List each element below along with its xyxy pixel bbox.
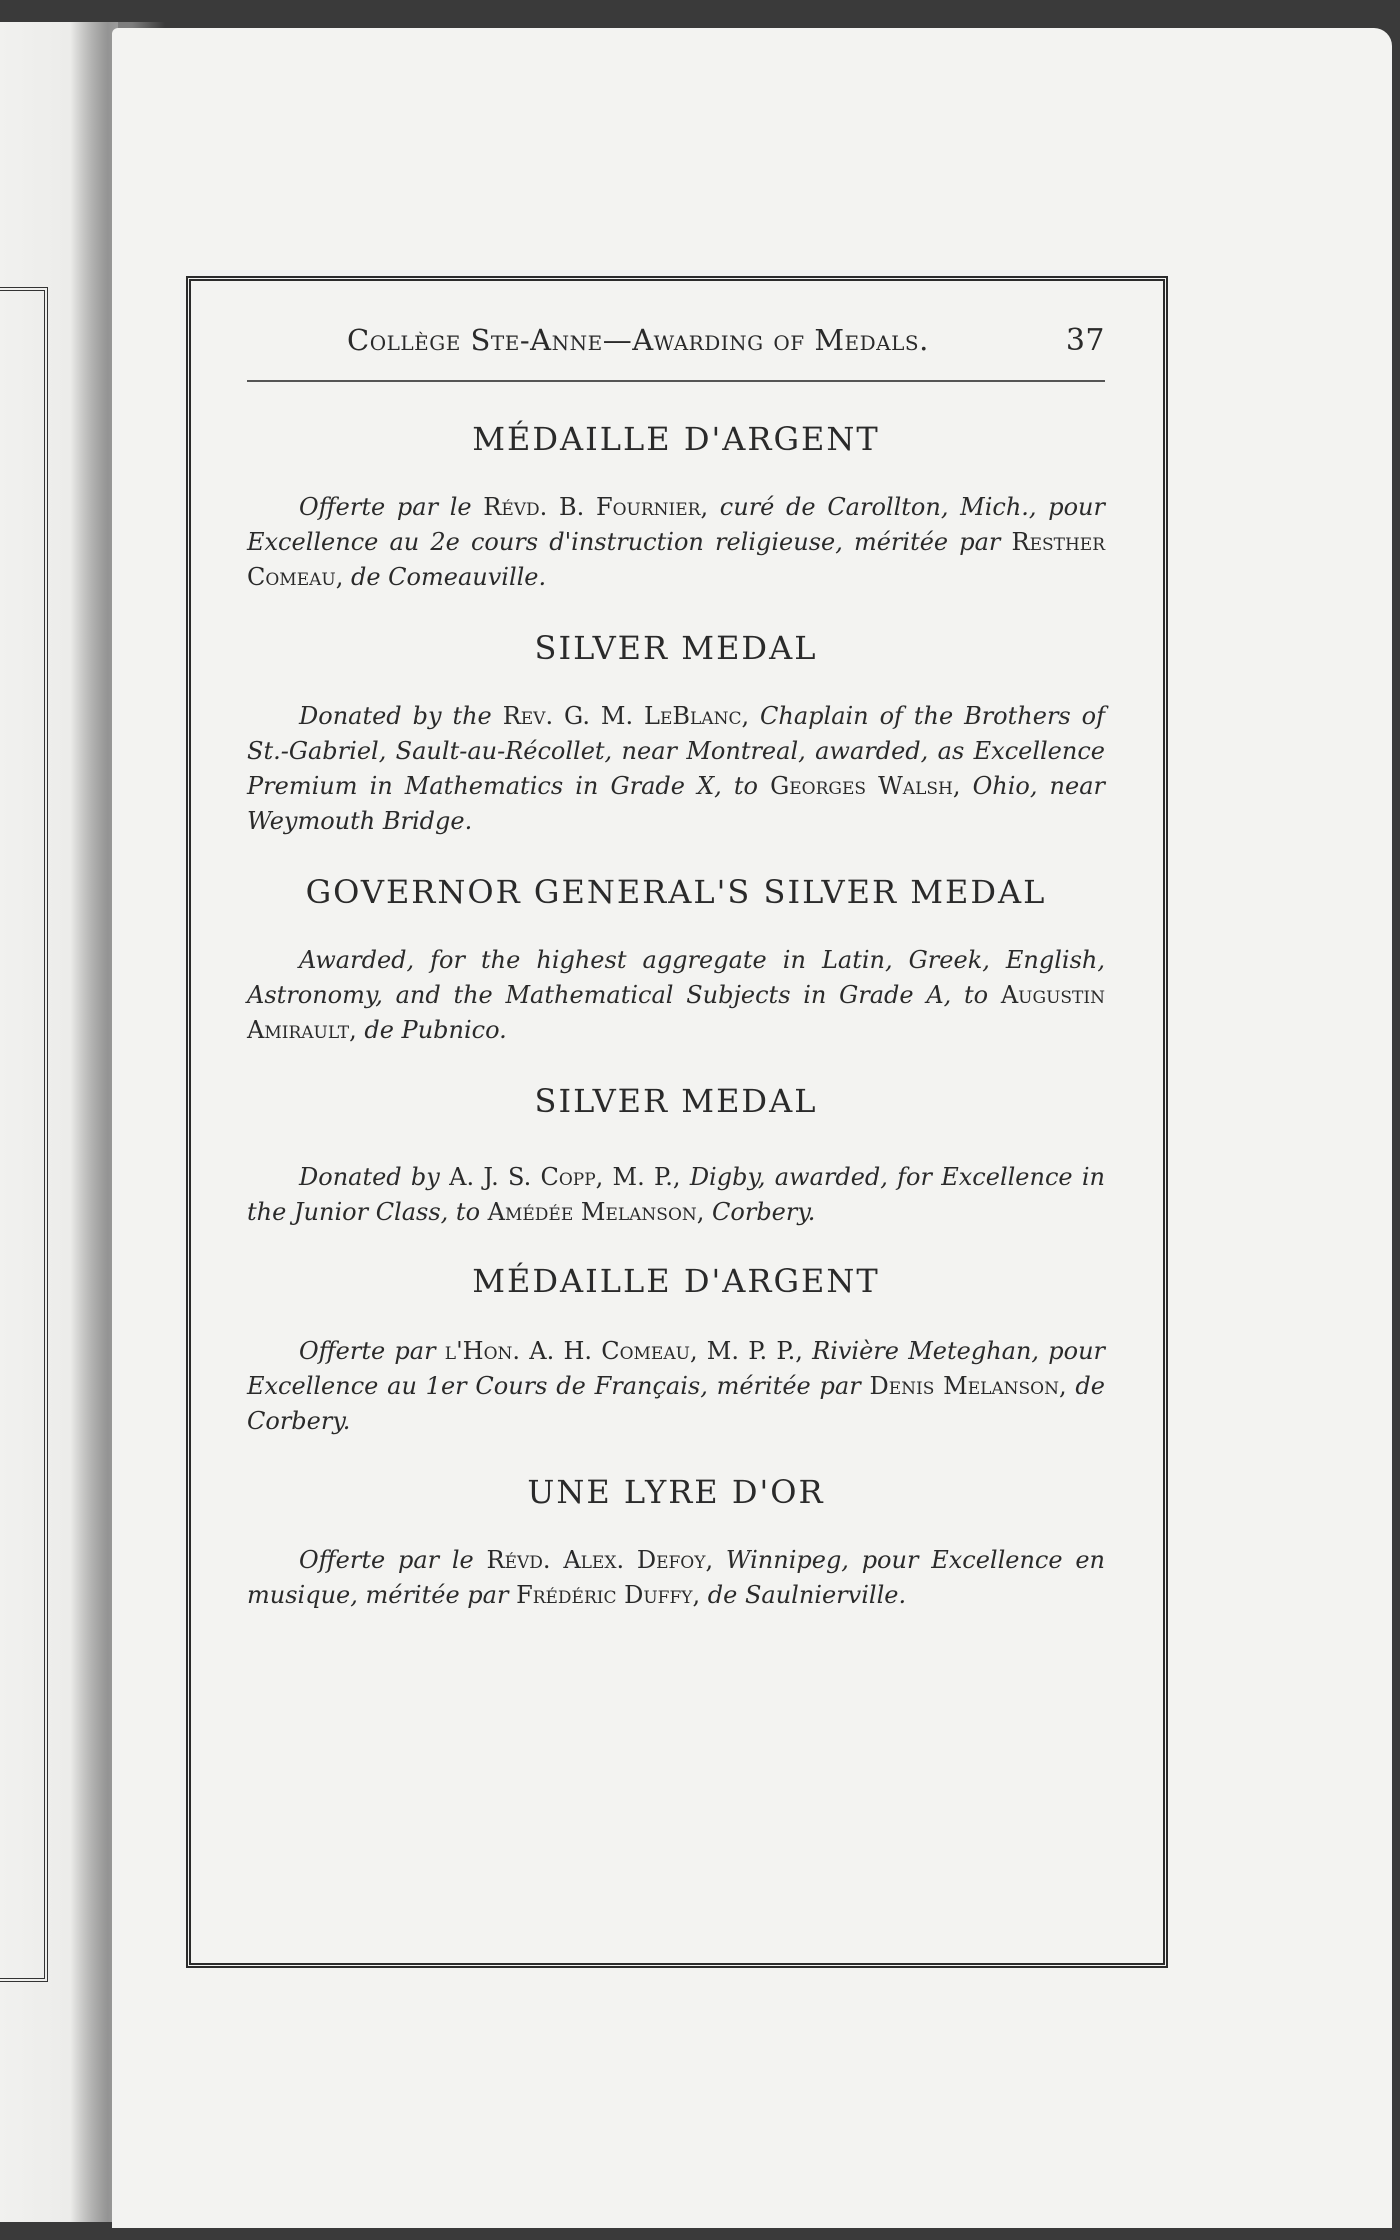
award-description (247, 1160, 1105, 1230)
name-text: l'Hon. A. H. Comeau, M. P. P., (444, 1337, 813, 1365)
award-section (247, 420, 1105, 595)
name-text: Rev. G. M. LeBlanc, (502, 702, 761, 730)
italic-text: Ohio, near Weymouth Bridge. (247, 772, 1105, 835)
italic-text: de Comeauville. (350, 563, 547, 591)
award-section (247, 629, 1105, 839)
italic-text: Donated by (299, 1163, 450, 1191)
name-text: Révd. Alex. Defoy, (486, 1546, 726, 1574)
italic-text: Chaplain of the Brothers of St.-Gabriel, Sault-au-Récollet, near Montreal, awarded, as Excellence Premium in Mathematics in Grade X, to (247, 702, 1105, 800)
name-text: Amédée Melanson, (487, 1198, 713, 1226)
award-section (247, 1262, 1105, 1439)
name-text: A. J. S. Copp, M. P., (449, 1163, 690, 1191)
award-section (247, 1473, 1105, 1613)
italic-text: Offerte par (299, 1337, 445, 1365)
name-text: Denis Melanson, (869, 1372, 1076, 1400)
award-description (247, 490, 1105, 595)
award-heading: SILVER MEDAL (534, 1082, 818, 1120)
name-text: Révd. B. Fournier, (483, 493, 720, 521)
header-rule (247, 380, 1105, 382)
italic-text: Offerte par le (299, 1546, 487, 1574)
award-description (247, 1334, 1105, 1439)
page-number: 37 (1065, 323, 1105, 358)
award-heading: GOVERNOR GENERAL'S SILVER MEDAL (305, 873, 1047, 911)
award-section (247, 873, 1105, 1048)
italic-text: Corbery. (712, 1198, 816, 1226)
award-heading: SILVER MEDAL (534, 629, 818, 667)
award-description (247, 943, 1105, 1048)
italic-text: Digby, awarded, for Excellence in the Junior Class, to (247, 1163, 1105, 1226)
award-description (247, 1543, 1105, 1613)
award-heading: MÉDAILLE D'ARGENT (472, 420, 880, 458)
italic-text: Awarded, for the highest aggregate in Latin, Greek, English, Astronomy, and the Mathematical Subjects in Grade A, to (247, 946, 1105, 1009)
award-heading: UNE LYRE D'OR (527, 1473, 825, 1511)
name-text: Augustin Amirault, (247, 981, 1105, 1044)
running-head-title: Collège Ste-Anne—Awarding of Medals. (347, 323, 929, 357)
name-text: Georges Walsh, (770, 772, 973, 800)
italic-text: de Pubnico. (364, 1016, 507, 1044)
name-text: Frédéric Duffy, (516, 1581, 708, 1609)
previous-page-frame (0, 287, 48, 1982)
italic-text: Offerte par le (299, 493, 484, 521)
italic-text: Donated by the (299, 702, 503, 730)
italic-text: curé de Carollton, Mich., pour Excellence au 2e cours d'instruction religieuse, méritée par (247, 493, 1105, 556)
italic-text: de Corbery. (247, 1372, 1105, 1435)
italic-text: Winnipeg, pour Excellence en musique, méritée par (247, 1546, 1105, 1609)
award-description (247, 699, 1105, 839)
italic-text: de Saulnierville. (707, 1581, 907, 1609)
page-border-frame (186, 276, 1168, 1968)
name-text: Resther Comeau, (247, 528, 1105, 591)
running-head (247, 323, 1105, 358)
italic-text: Rivière Meteghan, pour Excellence au 1er Cours de Français, méritée par (247, 1337, 1106, 1400)
award-section (247, 1082, 1105, 1230)
award-heading: MÉDAILLE D'ARGENT (472, 1262, 880, 1300)
